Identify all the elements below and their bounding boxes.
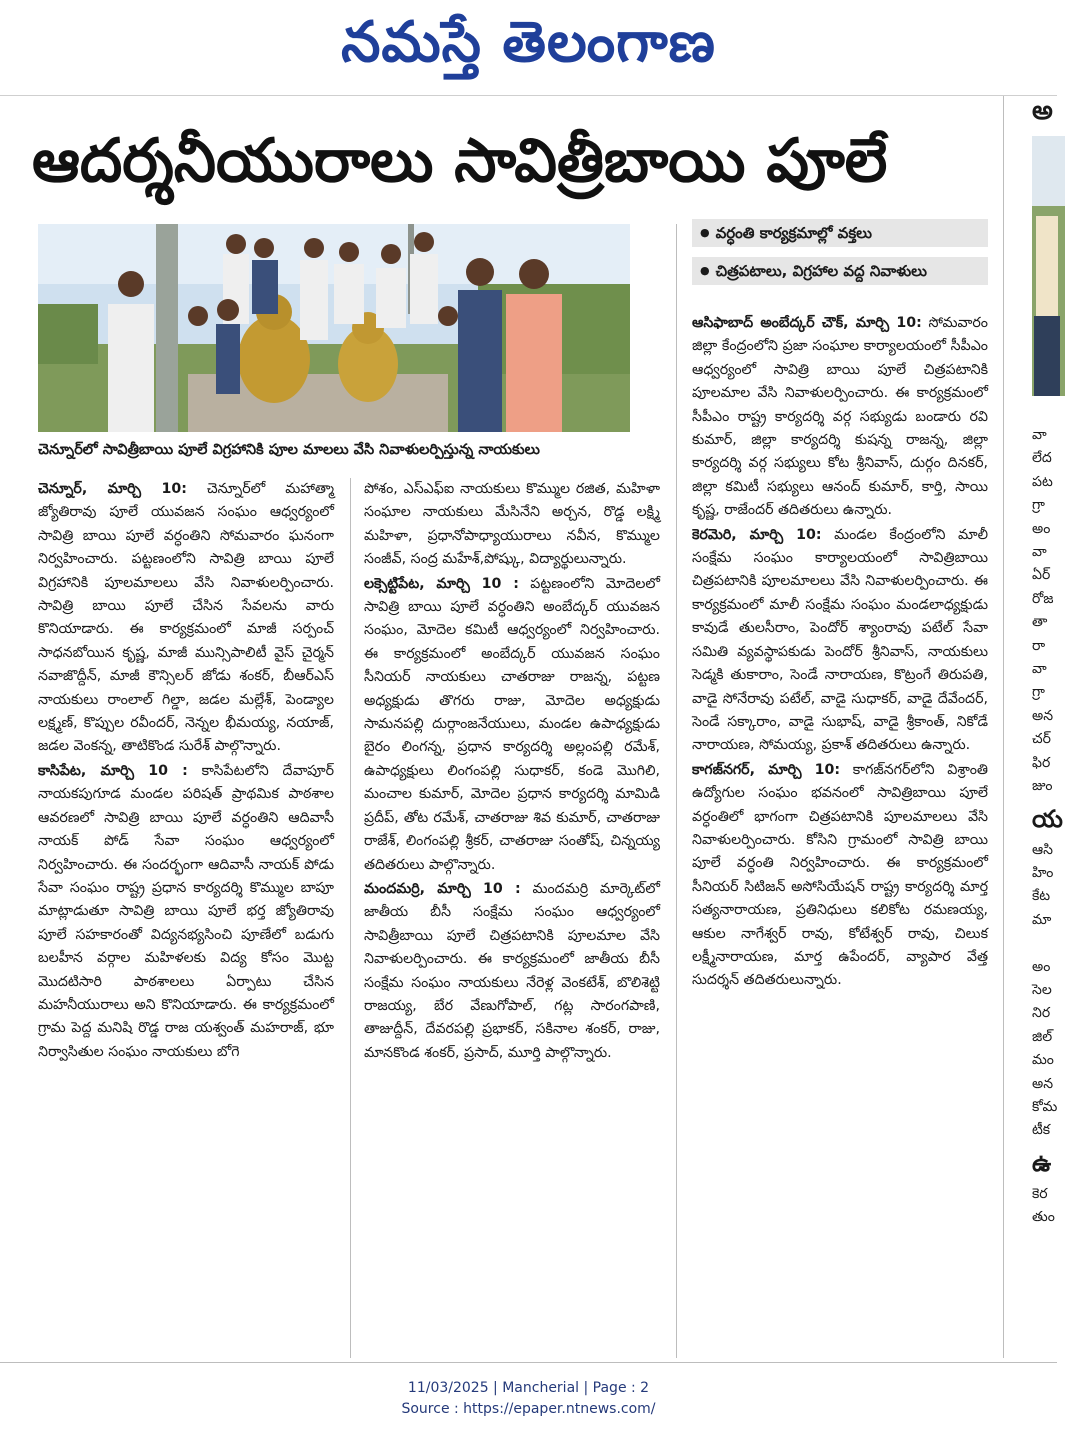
adjacent-line: ఏర్ [1032,567,1051,584]
bottom-rule [0,1362,1057,1363]
adjacent-line: మం [1032,1052,1054,1069]
adjacent-line: ఫిర [1032,754,1051,771]
adjacent-line: టీక [1032,1122,1051,1139]
adjacent-line: తుం [1032,1209,1055,1226]
kicker-1: ● వర్ధంతి కార్యక్రమాల్లో వక్తలు [692,219,988,247]
paragraph [38,478,334,759]
adjacent-line: అన [1032,707,1054,724]
adjacent-text [1032,424,1065,1230]
footer-source-link[interactable]: Source : https://epaper.ntnews.com/ [401,1401,656,1417]
adjacent-article-strip [1008,96,1063,1426]
adjacent-line: హిం [1032,864,1054,881]
adjacent-line: ఆసి [1032,841,1053,858]
paragraph [364,573,660,877]
adjacent-line: వా [1032,544,1047,561]
adjacent-line: అన [1032,1075,1054,1092]
headline: ఆదర్శనీయురాలు సావిత్రీబాయి పూలే [32,126,888,196]
adjacent-line: కేట [1032,888,1051,905]
adjacent-line: రా [1032,637,1046,654]
adjacent-line: మా [1032,911,1052,928]
adjacent-line: కోమ [1032,1098,1058,1115]
paragraph [364,478,660,572]
adjacent-headline: అ [1032,96,1053,126]
adjacent-line: లేద [1032,450,1052,467]
kicker-2: ● చిత్రపటాలు, విగ్రహాల వద్ద నివాళులు [692,257,988,285]
column-divider [350,478,351,1358]
adjacent-line: గ్రా [1032,497,1045,514]
body-text: కాగజ్‌నగర్‌లోని విశ్రాంతి ఉద్యోగుల సంఘం భవనంలో సావిత్రిబాయి పూలే వర్ధంతిలో భాగంగా చిత్రపటానికి పూలమాలలు వేసి నివాళులర్పించారు. కోసిని గ్రామంలో సావిత్రి బాయి పూలే వర్ధంతి నిర్వహించారు. ఈ కార్యక్రమంలో సీనియర్ సిటిజన్ అసోసియేషన్ రాష్ట్ర కార్యదర్శి మార్త సత్యనారాయణ, ప్రతినిధులు కలికోట రమణయ్య, ఆకుల నాగేశ్వర్ రావు, కోటేశ్వర్ రావు, చిలుక లక్ష్మీనారాయణ, మార్త ఉపేందర్, వ్యాపార వేత్త సుదర్శన్ తదితరులున్నారు. [692,761,988,989]
masthead-title: నమస్తే తెలంగాణ [341,10,716,75]
adjacent-photo [1032,136,1065,396]
adjacent-line: అం [1032,958,1051,975]
dateline: కాసిపేట, మార్చి 10 : [38,762,188,779]
dateline: ఆసిఫాబాద్ అంబేద్కర్ చౌక్, మార్చి 10: [692,315,922,331]
body-text: సోమవారం జిల్లా కేంద్రంలోని ప్రజా సంఘాల కార్యాలయంలో సీపీఎం ఆధ్వర్యంలో సావిత్రి బాయి పూలే చిత్రపటానికి పూలమాల వేసి నివాళులర్పించారు. ఈ కార్యక్రమంలో సీపీఎం రాష్ట్ర కార్యదర్శి వర్గ సభ్యుడు బండారు రవి కుమార్, జిల్లా కార్యదర్శి కుషన్న రాజన్న, జిల్లా కార్యదర్శి వర్గ సభ్యులు కోట శ్రీనివాస్, దుర్గం దినకర్, జిల్లా కమిటీ సభ్యులు ఆనంద్ కుమార్, కార్తి, సాయి కృష్ణ, రాజేందర్ తదితరులు ఉన్నారు. [692,315,988,519]
dateline: మందమర్రి, మార్చి 10 : [364,880,521,897]
column-2 [364,478,660,1358]
body-text: చెన్నూర్‌లో మహాత్మా జ్యోతిరావు పూలే యువజన సంఘం ఆధ్వర్యంలో సావిత్రి బాయి పూలే వర్ధంతిని సోమవారం ఘనంగా నిర్వహించారు. పట్టణంలోని సావిత్రి బాయి పూలే విగ్రహానికి పూలమాలలు వేసి నివాళులర్పించారు. సావిత్రి బాయి పూలే చేసిన సేవలను వారు కొనియాడారు. ఈ కార్యక్రమంలో మాజీ సర్పంచ్ సాధనబోయిన కృష్ణ, మాజీ మున్సిపాలిటీ వైస్ చైర్మన్ నవాజొద్దీన్, మాజీ కౌన్సిలర్ జోడు శంకర్, బీఆర్ఎస్ నాయకులు రాంలాల్ గిల్డా, జడల మల్లేశ్, పెండ్యాల లక్ష్మణ్, కొప్పుల రవీందర్, నెన్నల భీమయ్య, నయాజ్, జడల వెంకన్న, తాటికొండ సురేశ్ పాల్గొన్నారు. [38,481,334,755]
paragraph [692,759,988,993]
adjacent-subhead: య [1032,804,1063,833]
body-text: పోశం, ఎస్ఎఫ్ఐ నాయకులు కొమ్ముల రజిత, మహిళా సంఘాల నాయకులు మేసినేని అర్చన, రొడ్డ లక్ష్మి మహిళా, ప్రధానోపాధ్యాయురాలు నవీన, కొమ్ముల సంజీవ్, సంద్ర మహేశ్,పోష్కు, విద్యార్థులున్నారు. [364,481,660,568]
photo-caption: చెన్నూర్‌లో సావిత్రీబాయి పూలే విగ్రహానికి పూల మాలలు వేసి నివాళులర్పిస్తున్న నాయకులు [38,442,540,458]
column-divider [676,224,677,1358]
adjacent-line: తా [1032,614,1048,631]
body-text: మందమర్రి మార్కెట్‌లో జాతీయ బీసీ సంక్షేమ సంఘం ఆధ్వర్యంలో సావిత్రీబాయి పూలే చిత్రపటానికి పూలమాల వేసి నివాళులర్పించారు. ఈ కార్యక్రమంలో జాతీయ బీసీ సంక్షేమ సంఘం నాయకులు నేరెళ్ల వెంకటేశ్, బొలిశెట్టి రాజయ్య, బేర వేణుగోపాల్, గట్ల సారంగపాణి, తాజుద్దీన్, దేవరపల్లి ప్రభాకర్, సకినాల శంకర్, రాజు, మానకొండ శంకర్, ప్రసాద్, మూర్తి పాల్గొన్నారు. [364,880,660,1061]
masthead-divider [0,95,1057,96]
adjacent-line: గ్రా [1032,684,1045,701]
dateline: చెన్నూర్, మార్చి 10: [38,481,187,497]
paragraph [692,524,988,758]
adjacent-line: వా [1032,661,1047,678]
adjacent-line [1032,932,1065,955]
adjacent-line: అం [1032,520,1051,537]
footer-edition-info: 11/03/2025 | Mancherial | Page : 2 [407,1380,650,1396]
paragraph [38,760,334,1064]
dateline: లక్సెట్టిపేట, మార్చి 10 : [364,575,519,592]
paragraph [364,878,660,1065]
news-photo [38,224,630,432]
column-1 [38,478,334,1358]
adjacent-line: జుం [1032,778,1053,795]
adjacent-line: వా [1032,427,1047,443]
dateline: కెరమెరి, మార్చి 10: [692,526,822,543]
body-text: పట్టణంలోని మోదెలలో సావిత్రి బాయి పూలే వర్ధంతిని అంబేద్కర్ యువజన సంఘం, మోదెల కమిటీ ఆధ్వర్యంలో నిర్వహించారు. ఈ కార్యక్రమంలో అంబేద్కర్ యువజన సంఘం సీనియర్ నాయకులు చాతరాజు రాజన్న, పట్టణ అధ్యక్షుడు తొగరు రాజు, మోదెల అధ్యక్షుడు సామనపల్లి దుర్గాంజనేయులు, మండల ఉపాధ్యక్షుడు బైరం లింగన్న, ప్రధాన కార్యదర్శి అల్లంపల్లి రమేశ్, ఉపాధ్యక్షులు లింగంపల్లి సుధాకర్, కండె మొగిలి, మంచాల కుమార్, మోదెల ప్రధాన కార్యదర్శి మామిడి ప్రదీప్, తోట రమేశ్, చాతరాజు శివ కుమార్, చాతరాజు రాజేశ్, లింగంపల్లి శ్రీకర్, చాతరాజు సంతోష్, చిన్నయ్య తదితరులు పాల్గొన్నారు. [364,575,661,873]
adjacent-line: పట [1032,473,1053,490]
adjacent-line: కెర [1032,1185,1048,1202]
body-text: మండల కేంద్రంలోని మాలీ సంక్షేమ సంఘం కార్యాలయంలో సావిత్రిబాయి చిత్రపటానికి పూలమాలలు వేసి నివాళులర్పించారు. ఈ కార్యక్రమంలో మాలీ సంక్షేమ సంఘం మండలాధ్యక్షుడు కావుడే తులసీరాం, పెందోర్ శ్యాంరావు పటేల్ సేవా సమితి వ్యవస్థాపకుడు పెందోర్ శ్రీనివాస్, నాయకులు సెడ్మకి తుకారాం, సెండే నారాయణ, కొట్రంగే తిరుపతి, వాడై సోనేరావు పటేల్, వాడై సుధాకర్, వాడై దేవేందర్, సెండే సక్కారాం, వాడై సుభాష్, వాడై శ్రీకాంత్, నికోడే నారాయణ, సోమయ్య, ప్రకాశ్ తదితరులు ఉన్నారు. [692,526,988,754]
paragraph [692,312,988,523]
adjacent-line: చర్ [1032,731,1051,748]
adjacent-line: నిర [1032,1005,1051,1022]
dateline: కాగజ్‌నగర్, మార్చి 10: [692,761,841,778]
adjacent-line: రోజ [1032,590,1054,607]
adjacent-subhead: ఉ [1032,1148,1052,1177]
column-divider [1003,96,1004,1358]
adjacent-line: సెల [1032,981,1052,998]
adjacent-line: జిల్ [1032,1028,1053,1045]
body-text: కాసిపేటలోని దేవాపూర్ నాయకపుగూడ మండల పరిషత్ ప్రాథమిక పాఠశాల ఆవరణలో సావిత్రి బాయి పూలే వర్ధంతిని ఆదివాసీ నాయక్ పోడ్ సేవా సంఘం ఆధ్వర్యంలో నిర్వహించారు. ఈ సందర్భంగా ఆదివాసీ నాయక్ పోడు సేవా సంఘం రాష్ట్ర ప్రధాన కార్యదర్శి కొమ్ముల బాపూ మాట్లాడుతూ సావిత్రి బాయి పూలే భర్త జ్యోతిరావు పూలే సహకారంతో విద్యనభ్యసించి పూణేలో బడుగు బలహీన వర్గాల మహిళలకు విద్య కోసం మొట్ట మొదటిసారి పాఠశాలలు ఏర్పాటు చేసిన మహనీయురాలు అని కొనియాడారు. ఈ కార్యక్రమంలో గ్రామ పెద్ద మనిషి రొడ్డ రాజ యశ్వంత్ మహరాజ్, భూ నిర్వాసితుల సంఘం నాయకులు బోగె [38,762,334,1060]
column-3 [692,312,988,1358]
